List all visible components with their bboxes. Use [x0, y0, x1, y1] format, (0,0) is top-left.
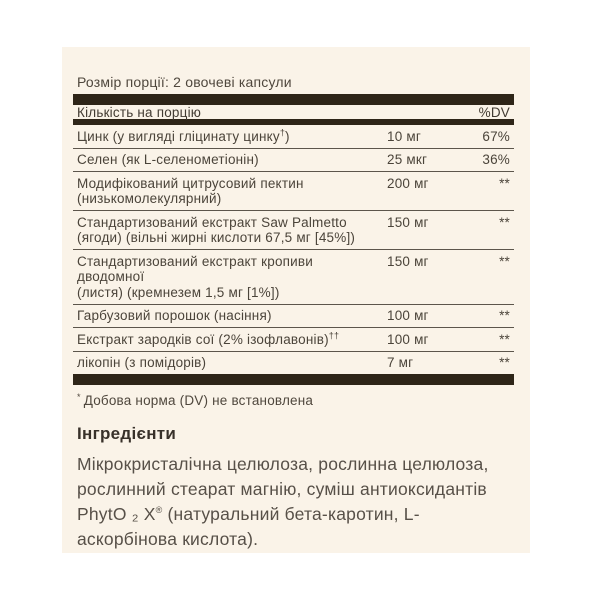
nutrient-name: лікопін (з помідорів) [77, 355, 207, 370]
table-header-row [73, 105, 514, 119]
table-row [73, 328, 514, 352]
amount-per-serving-label: Кількість на порцію [77, 104, 202, 120]
nutrient-name: Стандартизований екстракт Saw Palmetto (ягоди) (вільні жирні кислоти 67,5 мг [45%]) [77, 214, 356, 245]
table-row [73, 250, 514, 305]
nutrient-amount: 200 мг [387, 175, 429, 191]
nutrient-name: Цинк (у вигляді гліцинату цинку†) [77, 127, 290, 144]
table-row [73, 149, 514, 173]
ingredients-paragraph: Мікрокристалічна целюлоза, рослинна целюлоза, рослинний стеарат магнію, суміш антиоксидантів PhytO ₂ X® (натуральний бета-каротин, L- аскорбінова кислота). [77, 454, 489, 549]
nutrient-amount: 100 мг [387, 331, 429, 347]
nutrient-amount: 100 мг [387, 308, 429, 323]
table-row [73, 125, 514, 149]
nutrient-name: Модифікований цитрусовий пектин (низькомолекулярний) [77, 175, 304, 206]
nutrient-dv: ** [499, 355, 510, 370]
supplement-facts-panel [62, 47, 530, 553]
separator-bar-bottom [73, 374, 514, 385]
nutrient-amount: 25 мкг [387, 152, 428, 167]
nutrient-dv: ** [499, 214, 510, 230]
table-row [73, 211, 514, 250]
nutrient-dv: ** [499, 253, 510, 269]
nutrient-amount: 10 мг [387, 128, 421, 144]
table-row [73, 352, 514, 375]
nutrient-name: Екстракт зародків сої (2% ізофлавонів)†† [77, 330, 340, 347]
nutrient-name: Гарбузовий порошок (насіння) [77, 308, 272, 323]
nutrient-dv: ** [499, 175, 510, 191]
serving-size-text: Розмір порції: 2 овочеві капсули [77, 74, 292, 90]
nutrient-name: Селен (як L-селенометіонін) [77, 152, 259, 167]
ingredients-heading: Інгредієнти [77, 424, 177, 443]
nutrient-dv: 67% [482, 128, 510, 144]
table-row [73, 305, 514, 329]
dv-footnote: * Добова норма (DV) не встановлена [77, 391, 314, 408]
nutrient-amount: 150 мг [387, 253, 429, 269]
nutrient-dv: 36% [482, 152, 510, 167]
table-row [73, 172, 514, 211]
nutrient-dv: ** [499, 331, 510, 347]
nutrient-name: Стандартизований екстракт кропиви дводомної (листя) (кремнезем 1,5 мг [1%]) [77, 253, 314, 300]
dv-column-label: %DV [478, 104, 510, 120]
nutrient-amount: 150 мг [387, 214, 429, 230]
nutrient-dv: ** [499, 308, 510, 323]
separator-bar-top [73, 94, 514, 105]
nutrient-amount: 7 мг [387, 355, 414, 370]
